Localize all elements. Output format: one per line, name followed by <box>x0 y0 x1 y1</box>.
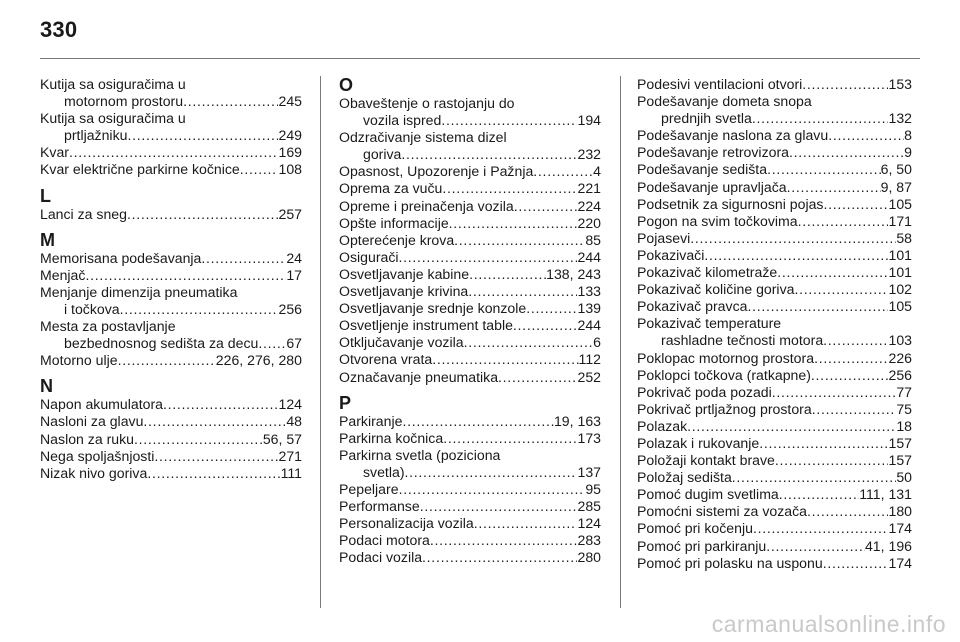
index-entry-page: 4 <box>593 163 601 180</box>
leader-dots <box>787 179 881 196</box>
index-entry <box>339 351 601 368</box>
leader-dots <box>441 112 577 129</box>
leader-dots <box>811 367 889 384</box>
leader-dots <box>772 384 897 401</box>
index-entry-label: rashladne tečnosti motora <box>661 332 824 349</box>
index-entry-page: 124 <box>278 396 302 413</box>
leader-dots <box>767 161 881 178</box>
index-entry <box>339 198 601 215</box>
index-entry-page: 111 <box>280 464 302 481</box>
index-entry <box>637 161 912 178</box>
index-entry <box>40 250 302 267</box>
index-entry-label: Otključavanje vozila <box>339 334 464 351</box>
leader-dots <box>183 93 278 110</box>
index-entry-page: 105 <box>888 195 912 212</box>
index-entry-label: Opasnost, Upozorenje i Pažnja <box>339 163 534 180</box>
index-entry <box>339 232 601 249</box>
index-entry-label: Pepeljare <box>339 480 399 497</box>
column-divider-2 <box>620 76 621 608</box>
index-entry-label: svetla) <box>363 463 405 480</box>
index-entry <box>637 503 912 520</box>
index-entry <box>637 144 912 161</box>
index-entry <box>40 206 302 223</box>
index-entry <box>637 367 912 384</box>
index-entry-label: prednjih svetla <box>661 110 752 127</box>
index-entry-page: 138, 243 <box>546 265 601 282</box>
index-entry <box>40 335 302 352</box>
index-entry-page: 194 <box>577 112 601 129</box>
leader-dots <box>143 413 286 430</box>
index-entry <box>339 163 601 180</box>
index-entry <box>637 247 912 264</box>
index-entry-label: bezbednosnog sedišta za decu <box>64 335 259 352</box>
leader-dots <box>794 281 888 298</box>
leader-dots <box>430 532 578 549</box>
index-entry-label: Menjač <box>40 266 86 283</box>
leader-dots <box>127 206 279 223</box>
index-entry-label: Naslon za ruku <box>40 430 135 447</box>
index-entry-page: 252 <box>577 368 601 385</box>
leader-dots <box>498 369 577 386</box>
index-entry-page: 6, 50 <box>880 161 912 178</box>
index-entry <box>637 179 912 196</box>
index-entry-page: 19, 163 <box>553 412 601 429</box>
leader-dots <box>464 334 594 351</box>
index-entry-page: 102 <box>888 281 912 298</box>
leader-dots <box>443 430 577 447</box>
index-entry-page: 17 <box>286 266 302 283</box>
index-column-1 <box>40 76 302 482</box>
leader-dots <box>454 232 585 249</box>
leader-dots <box>69 144 279 161</box>
leader-dots <box>779 486 859 503</box>
leader-dots <box>405 464 578 481</box>
index-entry-page: 271 <box>278 447 302 464</box>
index-entry-page: 108 <box>278 161 302 178</box>
leader-dots <box>687 418 896 435</box>
index-entry-page: 48 <box>286 413 302 430</box>
index-entry-heading: Kutija sa osiguračima u <box>40 76 186 92</box>
index-entry-label: Nega spoljašnjosti <box>40 447 155 464</box>
index-entry-page: 245 <box>278 93 302 110</box>
leader-dots <box>747 298 888 315</box>
leader-dots <box>154 448 278 465</box>
index-entry-page: 221 <box>577 180 601 197</box>
index-entry-page: 256 <box>888 366 912 383</box>
index-entry-page: 67 <box>286 335 302 352</box>
index-entry-label: Podaci vozila <box>339 549 423 566</box>
index-entry-label: Podsetnik za sigurnosni pojas <box>637 195 824 212</box>
index-entry-page: 105 <box>888 298 912 315</box>
leader-dots <box>468 283 577 300</box>
section-letter: O <box>339 75 354 95</box>
index-entry-page: 58 <box>896 229 912 246</box>
index-entry-label: Parkirna kočnica <box>339 429 444 446</box>
index-entry <box>40 301 302 318</box>
leader-dots <box>802 76 888 93</box>
index-entry <box>637 264 912 281</box>
index-entry-page: 95 <box>585 480 601 497</box>
index-entry <box>339 549 601 566</box>
leader-dots <box>732 469 897 486</box>
index-entry-label: Memorisana podešavanja <box>40 249 202 266</box>
index-entry-label: goriva <box>363 146 402 163</box>
index-entry-label: Pomoć pri kočenju <box>637 520 753 537</box>
index-entry <box>339 369 601 386</box>
index-entry <box>637 298 912 315</box>
index-entry-label: Poklopci točkova (ratkapne) <box>637 366 811 383</box>
index-entry <box>339 283 601 300</box>
index-entry <box>637 213 912 230</box>
index-entry <box>339 266 601 283</box>
index-entry-page: 111, 131 <box>859 486 912 503</box>
leader-dots <box>812 401 897 418</box>
index-entry-label: Pomoć dugim svetlima <box>637 486 779 503</box>
index-entry-heading: Mesta za postavljanje <box>40 318 176 335</box>
leader-dots <box>240 161 279 178</box>
leader-dots <box>399 249 578 266</box>
index-entry-label: Polazak <box>637 417 688 434</box>
section-letter: N <box>40 376 53 397</box>
column-divider-1 <box>320 76 321 608</box>
index-entry-label: Pogon na svim točkovima <box>637 212 798 229</box>
index-entry <box>40 127 302 144</box>
index-entry-label: Performanse <box>339 498 420 515</box>
index-entry-label: Osvetljavanje srednje konzole <box>339 300 527 317</box>
index-entry-heading: Podešavanje dometa snopa <box>637 93 812 110</box>
index-entry-page: 256 <box>278 300 302 317</box>
leader-dots <box>828 127 904 144</box>
index-entry-label: Podešavanje naslona za glavu <box>637 127 829 144</box>
index-entry-label: Osvetljenje instrument table <box>339 317 513 334</box>
leader-dots <box>823 555 889 572</box>
index-entry-page: 77 <box>896 383 912 400</box>
section-letter: M <box>40 229 55 250</box>
index-entry <box>339 300 601 317</box>
index-column-3 <box>637 76 912 572</box>
index-entry-label: Personalizacija vozila <box>339 515 474 532</box>
index-entry-label: Nizak nivo goriva <box>40 464 148 481</box>
index-entry-label: Nasloni za glavu <box>40 413 144 430</box>
index-entry-page: 133 <box>577 283 601 300</box>
leader-dots <box>432 351 578 368</box>
leader-dots <box>147 465 280 482</box>
index-entry <box>339 464 601 481</box>
index-entry-page: 75 <box>896 400 912 417</box>
leader-dots <box>533 163 593 180</box>
index-entry-label: Pokazivač pravca <box>637 298 748 315</box>
index-entry <box>40 448 302 465</box>
index-entry-page: 101 <box>888 246 912 263</box>
index-entry-label: Opterećenje krova <box>339 231 455 248</box>
index-entry-page: 101 <box>888 264 912 281</box>
leader-dots <box>753 520 889 537</box>
index-entry-label: Položaji kontakt brave <box>637 452 775 469</box>
leader-dots <box>777 264 888 281</box>
index-entry-page: 153 <box>888 76 912 92</box>
index-entry-page: 280 <box>577 549 601 566</box>
index-entry <box>637 230 912 247</box>
leader-dots <box>513 317 578 334</box>
index-entry <box>339 532 601 549</box>
index-entry <box>339 515 601 532</box>
index-entry-page: 41, 196 <box>864 537 912 554</box>
index-entry-label: Poklopac motornog prostora <box>637 349 815 366</box>
index-entry-label: Pokrivač prtljažnog prostora <box>637 400 812 417</box>
index-entry <box>40 396 302 413</box>
leader-dots <box>798 213 889 230</box>
index-entry-label: Pomoć pri parkiranju <box>637 537 767 554</box>
leader-dots <box>442 180 577 197</box>
leader-dots <box>690 230 896 247</box>
index-entry <box>339 215 601 232</box>
index-column-2 <box>339 76 601 566</box>
index-entry-page: 257 <box>278 205 302 222</box>
index-entry-label: Pokrivač poda pozadi <box>637 383 772 400</box>
index-entry-label: Podesivi ventilacioni otvori <box>637 76 803 92</box>
index-entry-label: Motorno ulje <box>40 352 118 369</box>
index-entry <box>339 430 601 447</box>
index-entry-label: Pokazivači <box>637 246 705 263</box>
leader-dots <box>118 352 216 369</box>
index-entry <box>637 486 912 503</box>
index-entry <box>339 498 601 515</box>
leader-dots <box>752 110 889 127</box>
index-entry-page: 103 <box>888 332 912 349</box>
index-entry <box>339 317 601 334</box>
index-entry-label: Podešavanje upravljača <box>637 178 787 195</box>
index-entry-label: Pomoć pri polasku na usponu <box>637 554 823 571</box>
leader-dots <box>449 215 578 232</box>
leader-dots <box>402 413 554 430</box>
index-entry <box>339 413 601 430</box>
index-entry <box>40 352 302 369</box>
index-entry-label: Oprema za vuču <box>339 180 443 197</box>
leader-dots <box>814 350 888 367</box>
index-entry-page: 249 <box>278 127 302 144</box>
leader-dots <box>401 146 577 163</box>
index-entry-page: 226, 276, 280 <box>215 352 302 369</box>
index-entry-label: Podešavanje sedišta <box>637 161 768 178</box>
page-number: 330 <box>40 17 78 42</box>
index-entry-page: 224 <box>577 197 601 214</box>
index-entry-page: 173 <box>577 429 601 446</box>
index-entry-label: Pojasevi <box>637 229 691 246</box>
index-entry <box>40 413 302 430</box>
index-entry <box>637 435 912 452</box>
index-entry-page: 139 <box>577 300 601 317</box>
leader-dots <box>134 431 263 448</box>
leader-dots <box>399 481 586 498</box>
leader-dots <box>766 538 865 555</box>
index-entry <box>339 180 601 197</box>
leader-dots <box>201 250 286 267</box>
index-entry <box>637 127 912 144</box>
leader-dots <box>163 396 278 413</box>
index-entry-label: Položaj sedišta <box>637 469 732 486</box>
index-entry-heading: Pokazivač temperature <box>637 315 782 332</box>
leader-dots <box>85 267 286 284</box>
leader-dots <box>823 196 888 213</box>
index-entry-page: 56, 57 <box>262 430 302 447</box>
index-entry-label: Polazak i rukovanje <box>637 434 760 451</box>
index-entry-page: 132 <box>888 110 912 127</box>
index-entry-label: Otvorena vrata <box>339 351 433 368</box>
index-entry-page: 18 <box>896 417 912 434</box>
index-entry-label: Opreme i preinačenja vozila <box>339 197 514 214</box>
leader-dots <box>789 144 904 161</box>
index-entry-label: Lanci za sneg <box>40 205 127 222</box>
index-entry-label: Podaci motora <box>339 532 430 549</box>
section-letter: P <box>339 392 352 413</box>
index-entry-page: 226 <box>888 349 912 366</box>
index-entry <box>637 452 912 469</box>
index-entry-heading: Obaveštenje o rastojanju do <box>339 95 515 111</box>
index-entry-heading: Parkirna svetla (poziciona <box>339 446 501 463</box>
index-entry-label: Napon akumulatora <box>40 396 164 413</box>
index-entry <box>637 520 912 537</box>
index-entry <box>637 332 912 349</box>
index-entry-label: Podešavanje retrovizora <box>637 144 789 161</box>
leader-dots <box>823 332 888 349</box>
leader-dots <box>422 549 577 566</box>
index-entry-label: Pokazivač kilometraže <box>637 264 778 281</box>
index-entry-label: motornom prostoru <box>64 93 184 110</box>
index-entry-page: 220 <box>577 214 601 231</box>
index-entry <box>637 469 912 486</box>
index-entry-page: 285 <box>577 498 601 515</box>
index-entry-page: 157 <box>888 434 912 451</box>
index-entry <box>637 401 912 418</box>
index-entry-page: 283 <box>577 532 601 549</box>
index-entry <box>637 350 912 367</box>
index-entry <box>40 267 302 284</box>
index-entry-page: 137 <box>577 463 601 480</box>
index-entry-page: 174 <box>888 554 912 571</box>
leader-dots <box>704 247 888 264</box>
index-entry <box>339 481 601 498</box>
header-rule <box>40 58 920 59</box>
index-entry-page: 9, 87 <box>880 178 912 195</box>
index-entry-label: Kvar <box>40 144 69 161</box>
index-entry-label: prtljažniku <box>64 127 128 144</box>
index-entry-page: 180 <box>888 503 912 520</box>
index-entry <box>339 112 601 129</box>
index-entry-heading: Kutija sa osiguračima u <box>40 110 186 127</box>
leader-dots <box>775 452 889 469</box>
index-entry <box>637 555 912 572</box>
index-entry <box>637 110 912 127</box>
index-entry-page: 232 <box>577 146 601 163</box>
section-letter: L <box>40 185 51 206</box>
index-entry-label: Pokazivač količine goriva <box>637 281 795 298</box>
index-entry-page: 8 <box>904 127 912 144</box>
index-entry-label: Parkiranje <box>339 412 403 429</box>
leader-dots <box>807 503 889 520</box>
index-entry-heading: Menjanje dimenzija pneumatika <box>40 283 238 300</box>
index-entry-label: Označavanje pneumatika <box>339 368 499 385</box>
index-entry-page: 112 <box>578 351 601 368</box>
index-entry <box>40 93 302 110</box>
index-entry <box>40 465 302 482</box>
index-entry <box>40 161 302 178</box>
index-entry <box>637 538 912 555</box>
index-entry-page: 174 <box>888 520 912 537</box>
index-entry-label: i točkova <box>64 300 120 317</box>
index-entry-label: Pomoćni sistemi za vozača <box>637 503 807 520</box>
leader-dots <box>120 301 279 318</box>
index-entry <box>339 146 601 163</box>
index-entry-page: 6 <box>593 334 601 351</box>
index-entry-page: 9 <box>904 144 912 161</box>
index-entry-label: Opšte informacije <box>339 214 449 231</box>
leader-dots <box>469 266 546 283</box>
index-entry <box>637 196 912 213</box>
index-entry-label: Osigurači <box>339 248 399 265</box>
leader-dots <box>474 515 578 532</box>
index-entry <box>40 431 302 448</box>
index-entry-label: Osvetljavanje krivina <box>339 283 469 300</box>
index-entry <box>637 418 912 435</box>
index-entry-page: 85 <box>585 231 601 248</box>
index-entry-page: 244 <box>577 248 601 265</box>
leader-dots <box>420 498 578 515</box>
watermark: carmanualsonline.info <box>711 611 946 637</box>
index-entry <box>339 249 601 266</box>
leader-dots <box>514 198 578 215</box>
leader-dots <box>759 435 888 452</box>
index-entry-page: 169 <box>278 144 302 161</box>
index-entry-page: 24 <box>286 249 302 266</box>
leader-dots <box>526 300 577 317</box>
leader-dots <box>127 127 278 144</box>
index-entry-label: vozila ispred <box>363 112 442 129</box>
index-entry <box>637 281 912 298</box>
index-entry-page: 171 <box>888 212 912 229</box>
index-entry-page: 124 <box>577 515 601 532</box>
index-entry <box>40 144 302 161</box>
index-entry-label: Kvar električne parkirne kočnice <box>40 161 240 178</box>
index-entry <box>339 334 601 351</box>
index-entry-heading: Odzračivanje sistema dizel <box>339 129 507 146</box>
index-entry-label: Osvetljavanje kabine <box>339 265 470 282</box>
index-entry-page: 244 <box>577 317 601 334</box>
index-entry <box>637 76 912 93</box>
leader-dots <box>258 335 286 352</box>
index-entry <box>637 384 912 401</box>
index-entry-page: 157 <box>888 452 912 469</box>
index-entry-page: 50 <box>896 469 912 486</box>
